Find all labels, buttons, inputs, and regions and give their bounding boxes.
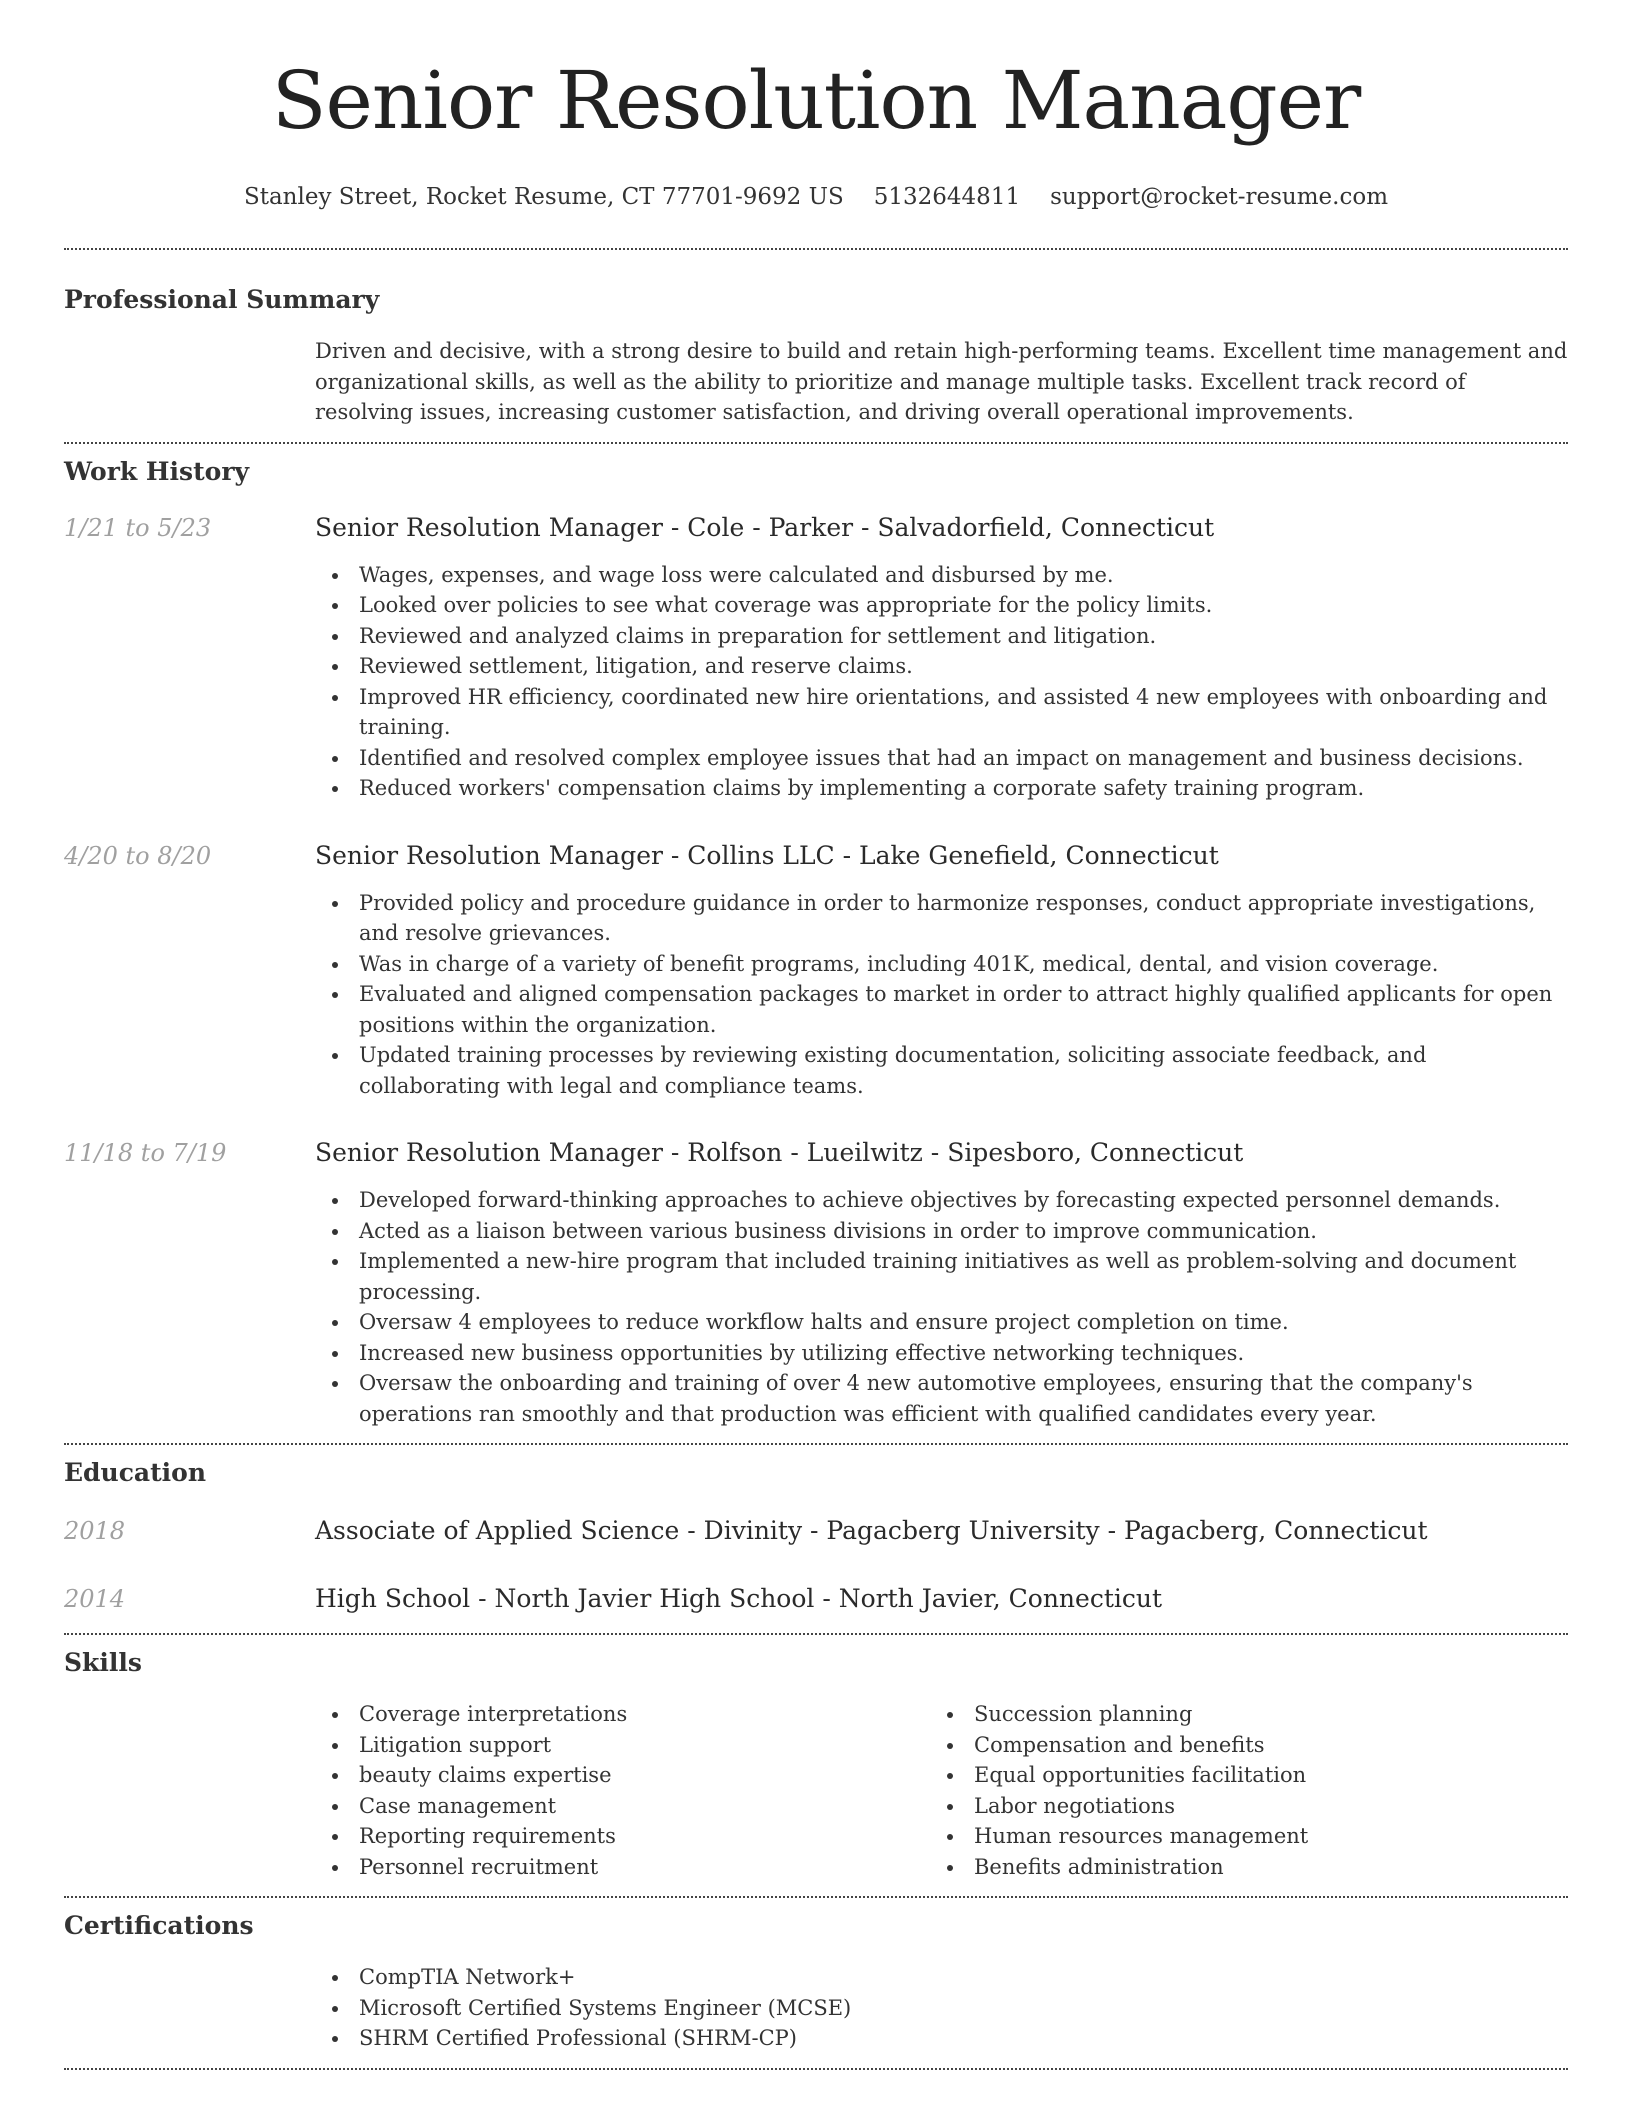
- job-entry: [64, 1137, 1568, 1429]
- divider: [64, 1443, 1568, 1445]
- skills-section: [64, 1647, 1568, 1882]
- list-item: Labor negotiations: [930, 1791, 1545, 1822]
- candidate-name: Senior Resolution Manager: [271, 54, 1361, 147]
- resume-page: [64, 0, 1568, 2070]
- list-item: Human resources management: [930, 1821, 1545, 1852]
- skills-columns: [315, 1699, 1568, 1882]
- education-date: 2018: [64, 1517, 126, 1545]
- summary-section: [64, 284, 1568, 428]
- job-entry: [64, 840, 1568, 1102]
- list-item: Compensation and benefits: [930, 1730, 1545, 1761]
- list-item: Increased new business opportunities by utilizing effective networking techniques.: [315, 1338, 1568, 1369]
- certifications-section: [64, 1910, 1568, 2054]
- job-entry: [64, 512, 1568, 804]
- list-item: Personnel recruitment: [315, 1852, 930, 1883]
- list-item: Reviewed settlement, litigation, and reserve claims.: [315, 651, 1568, 682]
- skills-list-left: [315, 1699, 930, 1882]
- section-title-certifications: Certifications: [64, 1911, 254, 1940]
- list-item: Oversaw 4 employees to reduce workflow halts and ensure project completion on time.: [315, 1307, 1568, 1338]
- list-item: Acted as a liaison between various business divisions in order to improve communication.: [315, 1216, 1568, 1247]
- list-item: SHRM Certified Professional (SHRM-CP): [315, 2023, 1568, 2054]
- list-item: Benefits administration: [930, 1852, 1545, 1883]
- education-entry: [64, 1515, 1568, 1547]
- list-item: Updated training processes by reviewing existing documentation, soliciting associate feedback, and collaborating with legal and compliance teams.: [315, 1040, 1568, 1101]
- job-date: 4/20 to 8/20: [64, 841, 212, 870]
- list-item: Reporting requirements: [315, 1821, 930, 1852]
- list-item: Provided policy and procedure guidance in order to harmonize responses, conduct appropriate investigations, and resolve grievances.: [315, 888, 1568, 949]
- divider: [64, 2068, 1568, 2070]
- section-title-work-history: Work History: [64, 456, 250, 486]
- section-title-education: Education: [64, 1458, 207, 1487]
- education-section: [64, 1457, 1568, 1615]
- job-title: Senior Resolution Manager - Collins LLC - Lake Genefield, Connecticut: [315, 840, 1219, 870]
- list-item: Oversaw the onboarding and training of over 4 new automotive employees, ensuring that the company's operations ran smoothly and that production was efficient with qualified candidates every year.: [315, 1368, 1568, 1429]
- section-title-summary: Professional Summary: [64, 285, 380, 314]
- list-item: Evaluated and aligned compensation packages to market in order to attract highly qualified applicants for open positions within the organization.: [315, 979, 1568, 1040]
- summary-text: Driven and decisive, with a strong desire to build and retain high-performing teams. Excellent time management and organizational skills, as well as the ability to prioritize and manage multiple tasks. Excellent track record of resolving issues, increasing customer satisfaction, and driving overall operational improvements.: [315, 339, 1568, 424]
- list-item: Microsoft Certified Systems Engineer (MCSE): [315, 1993, 1568, 2024]
- contact-line: [64, 182, 1568, 212]
- certifications-list: [315, 1962, 1568, 2054]
- skills-list-right: [930, 1699, 1545, 1882]
- divider: [64, 1633, 1568, 1635]
- job-title: Senior Resolution Manager - Cole - Parker - Salvadorfield, Connecticut: [315, 512, 1215, 542]
- divider: [64, 1896, 1568, 1898]
- list-item: Case management: [315, 1791, 930, 1822]
- list-item: Wages, expenses, and wage loss were calculated and disbursed by me.: [315, 560, 1568, 591]
- contact-phone: 5132644811: [873, 184, 1021, 210]
- job-bullets: [315, 1185, 1568, 1429]
- education-title: Associate of Applied Science - Divinity - Pagacberg University - Pagacberg, Connecticut: [315, 1516, 1428, 1545]
- list-item: Succession planning: [930, 1699, 1545, 1730]
- divider: [64, 442, 1568, 444]
- job-date: 11/18 to 7/19: [64, 1139, 227, 1167]
- list-item: Reduced workers' compensation claims by implementing a corporate safety training program.: [315, 773, 1568, 804]
- list-item: Coverage interpretations: [315, 1699, 930, 1730]
- divider: [64, 248, 1568, 250]
- job-date: 1/21 to 5/23: [64, 513, 212, 542]
- job-title: Senior Resolution Manager - Rolfson - Lueilwitz - Sipesboro, Connecticut: [315, 1138, 1244, 1167]
- list-item: Was in charge of a variety of benefit programs, including 401K, medical, dental, and vision coverage.: [315, 949, 1568, 980]
- education-date: 2014: [64, 1585, 126, 1613]
- list-item: Equal opportunities facilitation: [930, 1760, 1545, 1791]
- job-bullets: [315, 888, 1568, 1102]
- job-bullets: [315, 560, 1568, 804]
- list-item: Looked over policies to see what coverage was appropriate for the policy limits.: [315, 590, 1568, 621]
- list-item: Implemented a new-hire program that included training initiatives as well as problem-solving and document processing.: [315, 1246, 1568, 1307]
- list-item: CompTIA Network+: [315, 1962, 1568, 1993]
- section-title-skills: Skills: [64, 1648, 142, 1677]
- education-entry: [64, 1583, 1568, 1615]
- list-item: Reviewed and analyzed claims in preparation for settlement and litigation.: [315, 621, 1568, 652]
- education-title: High School - North Javier High School - North Javier, Connecticut: [315, 1584, 1163, 1613]
- list-item: Improved HR efficiency, coordinated new hire orientations, and assisted 4 new employees with onboarding and training.: [315, 682, 1568, 743]
- list-item: Developed forward-thinking approaches to achieve objectives by forecasting expected personnel demands.: [315, 1185, 1568, 1216]
- list-item: Identified and resolved complex employee issues that had an impact on management and business decisions.: [315, 743, 1568, 774]
- contact-address: Stanley Street, Rocket Resume, CT 77701-9692 US: [243, 184, 844, 210]
- work-history-section: [64, 456, 1568, 1430]
- contact-email: support@rocket-resume.com: [1050, 184, 1389, 210]
- list-item: beauty claims expertise: [315, 1760, 930, 1791]
- list-item: Litigation support: [315, 1730, 930, 1761]
